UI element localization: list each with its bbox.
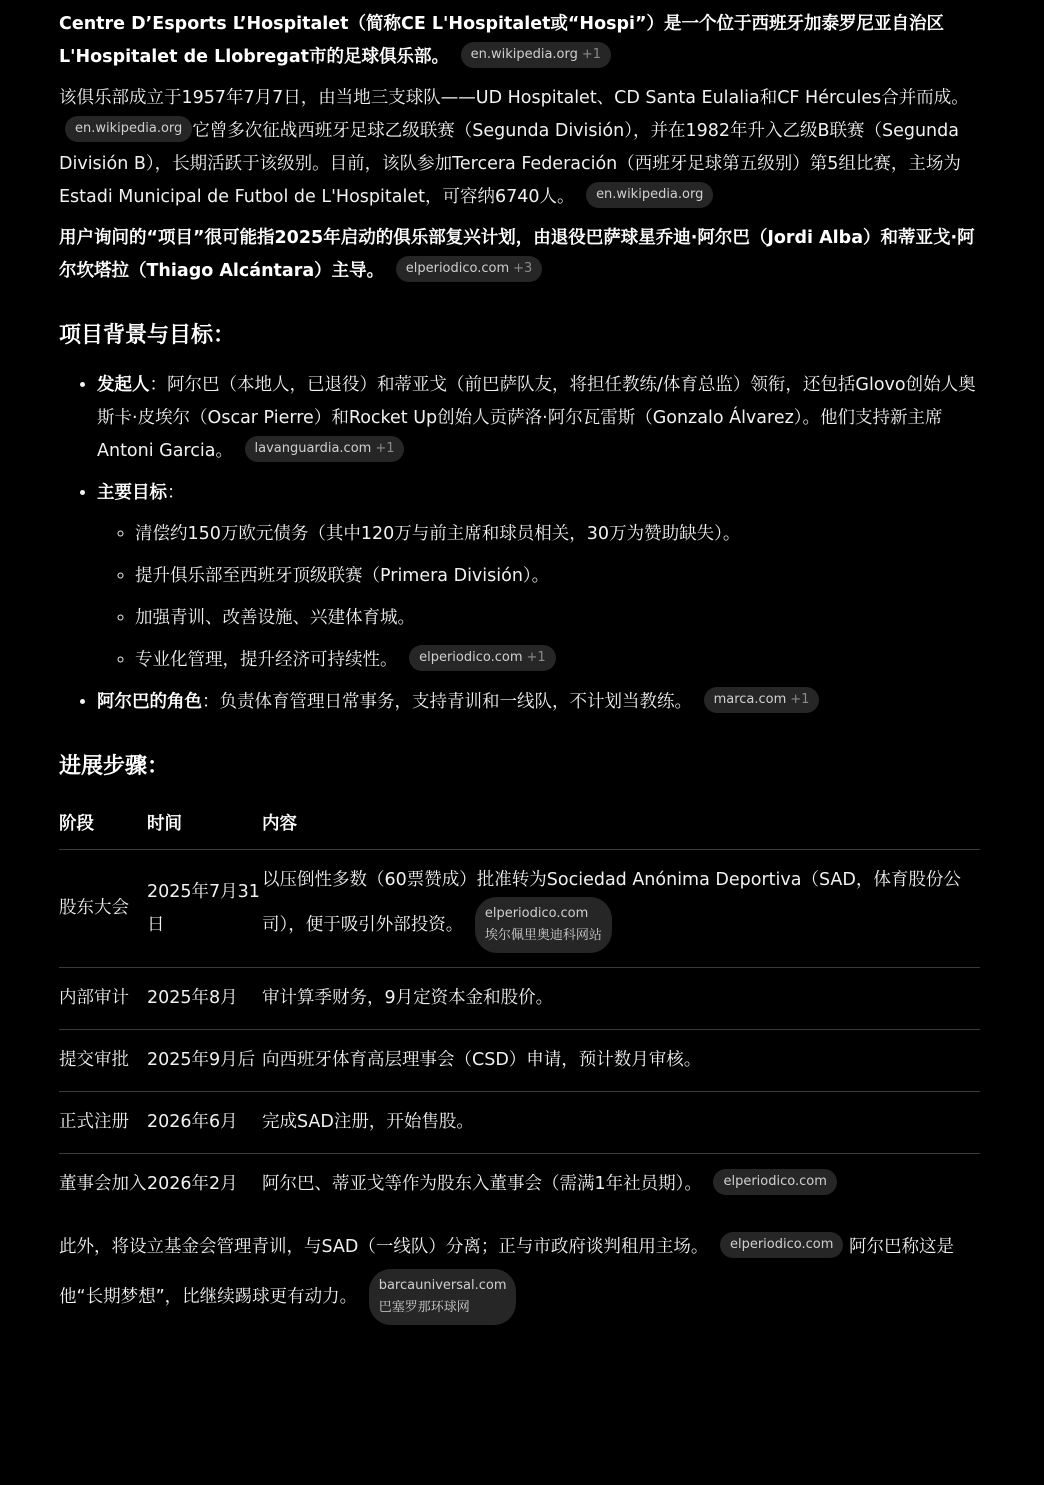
cell-content: 完成SAD注册，开始售股。	[262, 1092, 980, 1154]
closing-paragraph	[59, 1225, 980, 1325]
chip-domain: elperiodico.com	[405, 261, 510, 276]
table-row	[59, 1030, 980, 1092]
progress-table	[59, 798, 980, 1215]
chip-domain: elperiodico.com	[419, 650, 523, 665]
chip-extra-count: +1	[375, 441, 395, 456]
source-chip[interactable]	[704, 687, 820, 713]
closing-text-1: 此外，将设立基金会管理青训，与SAD（一线队）分离；正与市政府谈判租用主场。	[59, 1237, 709, 1257]
source-chip[interactable]	[409, 645, 556, 671]
cell-content	[262, 850, 980, 968]
chip-subtitle: 埃尔佩里奥迪科网站	[484, 928, 602, 943]
chip-domain: barcauniversal.com	[378, 1278, 507, 1293]
chip-domain: marca.com	[713, 692, 787, 707]
source-chip[interactable]	[461, 42, 611, 68]
chip-subtitle: 巴塞罗那环球网	[378, 1300, 470, 1315]
role-text: ：负责体育管理日常事务，支持青训和一线队，不计划当教练。	[202, 692, 692, 712]
section-heading-background: 项目背景与目标：	[59, 323, 236, 348]
source-chip[interactable]: elperiodico.com	[720, 1232, 843, 1258]
role-label: 阿尔巴的角色	[97, 692, 202, 712]
cell-content: 审计算季财务，9月定资本金和股价。	[262, 968, 980, 1030]
source-chip[interactable]	[245, 436, 405, 462]
cell-stage: 内部审计	[59, 968, 147, 1030]
chip-domain: en.wikipedia.org	[470, 47, 578, 62]
background-list	[59, 369, 980, 719]
source-chip[interactable]: elperiodico.com	[713, 1169, 836, 1195]
chip-domain: lavanguardia.com	[254, 441, 372, 456]
goals-label: 主要目标	[97, 483, 167, 503]
cell-stage: 提交审批	[59, 1030, 147, 1092]
cell-content-text: 以压倒性多数（60票赞成）批准转为Sociedad Anónima Deportiva（SAD，体育股份公司），便于吸引外部投资。	[262, 870, 961, 935]
history-text-2: 它曾多次征战西班牙足球乙级联赛（Segunda División），并在1982年升入乙级B联赛（Segunda División B），长期活跃于该级别。目前，该队参加Tercera Federación（西班牙足球第五级别）第5组比赛，主场为Estadi Municipal de Futbol de L'Hospitalet，可容纳6740人。	[59, 121, 961, 207]
list-item-initiator	[97, 369, 980, 468]
closing-text-2: 阿尔巴称这是他“长期梦想”，比继续踢球更有动力。	[59, 1237, 954, 1307]
source-chip[interactable]	[369, 1269, 517, 1325]
goal-item	[135, 644, 980, 677]
cell-time: 2026年2月	[147, 1174, 238, 1194]
initiator-text: ：阿尔巴（本地人，已退役）和蒂亚戈（前巴萨队友，将担任教练/体育总监）领衔，还包括Glovo创始人奥斯卡·皮埃尔（Oscar Pierre）和Rocket Up创始人贡萨洛·阿尔瓦雷斯（Gonzalo Álvarez）。他们支持新主席Antoni Garcia。	[97, 375, 976, 461]
cell-time: 2025年8月	[147, 968, 262, 1030]
goals-colon: ：	[167, 483, 185, 503]
intro-bold-text: Centre D’Esports L’Hospitalet（简称CE L'Hospitalet或“Hospi”）是一个位于西班牙加泰罗尼亚自治区L'Hospitalet de Llobregat市的足球俱乐部。	[59, 14, 945, 67]
goal-text: 专业化管理，提升经济可持续性。	[135, 650, 398, 670]
column-header-content: 内容	[262, 798, 980, 850]
goals-sublist	[97, 518, 980, 677]
column-header-stage: 阶段	[59, 798, 147, 850]
history-paragraph	[59, 82, 980, 214]
source-chip[interactable]	[396, 256, 543, 282]
chip-extra-count: +1	[526, 650, 546, 665]
table-row	[59, 968, 980, 1030]
table-row	[59, 1154, 980, 1216]
cell-time: 2025年9月后	[147, 1030, 262, 1092]
goal-item: ◦ 加强青训、改善设施、兴建体育城。	[135, 602, 980, 635]
table-row	[59, 850, 980, 968]
chip-extra-count: +3	[513, 261, 533, 276]
table-header-row	[59, 798, 980, 850]
goal-item: ◦ 提升俱乐部至西班牙顶级联赛（Primera División）。	[135, 560, 980, 593]
cell-stage: 股东大会	[59, 850, 147, 968]
source-chip[interactable]: en.wikipedia.org	[65, 116, 192, 142]
cell-content-text: 阿尔巴、蒂亚戈等作为股东入董事会（需满1年社员期）。	[262, 1174, 702, 1194]
initiator-label: 发起人	[97, 375, 150, 395]
list-item-role	[97, 686, 980, 719]
cell-time: 2025年7月31日	[147, 850, 262, 968]
chip-extra-count: +1	[581, 47, 602, 62]
project-bold-text: 用户询问的“项目”很可能指2025年启动的俱乐部复兴计划，由退役巴萨球星乔迪·阿尔巴（Jordi Alba）和蒂亚戈·阿尔坎塔拉（Thiago Alcántara）主导。	[59, 228, 975, 281]
cell-content	[262, 1154, 980, 1216]
cell-time: 2026年6月	[147, 1092, 262, 1154]
source-chip[interactable]: en.wikipedia.org	[586, 182, 713, 208]
cell-stage: 正式注册	[59, 1092, 147, 1154]
project-paragraph	[59, 222, 980, 288]
history-text-1: 该俱乐部成立于1957年7月7日，由当地三支球队——UD Hospitalet、CD Santa Eulalia和CF Hércules合并而成。	[59, 88, 969, 108]
chip-domain: elperiodico.com	[484, 906, 589, 921]
intro-paragraph	[59, 8, 980, 74]
section-heading-progress: 进展步骤：	[59, 754, 170, 779]
cell-content: 向西班牙体育高层理事会（CSD）申请，预计数月审核。	[262, 1030, 980, 1092]
cell-stage: 董事会加入	[59, 1174, 147, 1194]
table-row	[59, 1092, 980, 1154]
source-chip[interactable]	[475, 897, 612, 953]
list-item-goals	[97, 477, 980, 677]
goal-item: ◦ 清偿约150万欧元债务（其中120万与前主席和球员相关，30万为赞助缺失）。	[135, 518, 980, 551]
column-header-time: 时间	[147, 798, 262, 850]
chip-extra-count: +1	[790, 692, 810, 707]
